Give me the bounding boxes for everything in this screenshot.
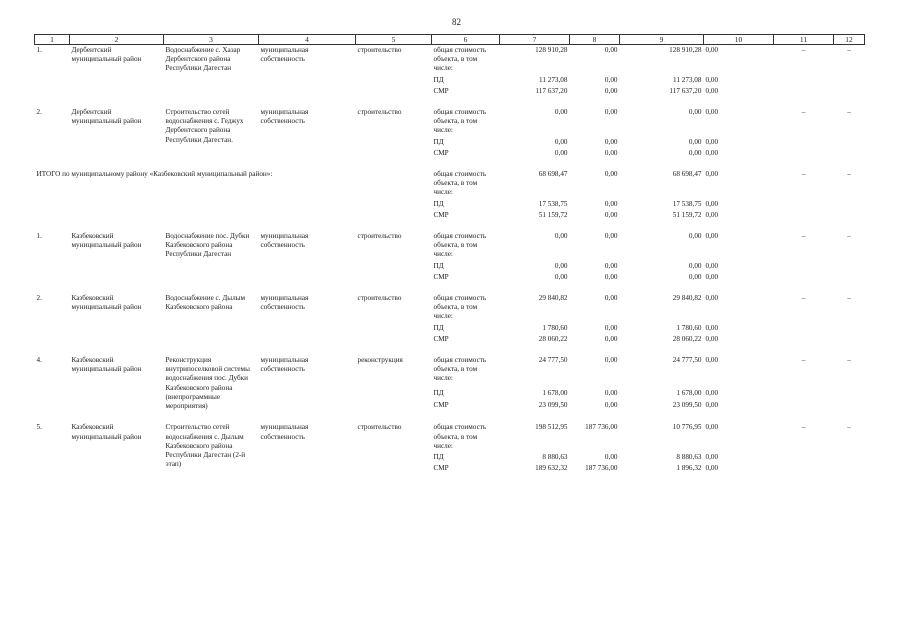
col12-value: – [847,170,851,179]
table-row [35,422,865,452]
cost-type-label: ПД [433,452,444,461]
group-spacer [35,283,865,293]
cost-type-label: общая стоимость объекта, в том числе: [433,294,487,321]
cost-type-label: ПД [433,323,444,332]
group-spacer [35,345,865,355]
cost-type-label: общая стоимость объекта, в том числе: [433,108,487,135]
district-name: Казбековский муниципальный район [71,294,142,312]
column-header: 5 [356,35,432,45]
row-number: 4. [36,356,42,365]
col12-value [834,148,865,159]
federal-funds-value: 187 736,00 [585,423,618,432]
table-row [35,293,865,323]
col12-value: – [847,46,851,54]
header-row [35,35,865,45]
total-cost-value: 8 880,63 [542,452,568,461]
column-header: 3 [164,35,259,45]
work-type: строительство [357,423,402,432]
total-cost-value: 0,00 [554,261,568,270]
federal-funds-value: 0,00 [604,108,618,117]
work-type: реконструкция [357,356,403,365]
federal-funds-value: 0,00 [604,170,618,179]
total-cost-value: 24 777,50 [538,356,568,365]
col11-value [774,388,834,400]
total-cost-value: 0,00 [554,272,568,281]
federal-funds-value: 0,00 [604,323,618,332]
other-funds-value: 0,00 [705,356,719,365]
total-cost-value: 28 060,22 [538,334,568,343]
col11-value: – [801,108,806,117]
col11-value: – [801,170,806,179]
ownership-type: муниципальная собственность [260,356,309,374]
col11-value: – [801,46,806,54]
table-row [35,355,865,388]
regional-funds-value: 0,00 [688,232,702,241]
spacer-cell [35,159,865,169]
total-cost-value: 0,00 [554,108,568,117]
regional-funds-value: 11 273,08 [673,75,702,84]
cost-type-label: общая стоимость объекта, в том числе: [433,232,487,259]
federal-funds-value: 0,00 [604,75,618,84]
total-cost-value: 1 780,60 [542,323,568,332]
col12-value: – [847,108,851,117]
col12-value [834,388,865,400]
group-spacer [35,412,865,422]
spacer-cell [35,412,865,422]
col12-value [834,199,865,210]
cost-type-label: ПД [433,199,444,208]
column-header: 4 [259,35,356,45]
object-name: Водоснабжение с. Дылым Казбековского района [165,294,246,312]
other-funds-value: 0,00 [705,388,719,397]
regional-funds-value: 10 776,95 [672,423,702,432]
object-name: Реконструкция внутрипоселковой системы водоснабжения пос. Дубки Казбековского района (внепрограммные мероприятия) [165,356,250,411]
table-row [35,107,865,137]
table-row [35,231,865,261]
work-type: строительство [357,232,402,241]
regional-funds-value: 1 780,60 [676,323,702,332]
object-name: Водоснабжение с. Хазар Дербентского района Республики Дагестан [165,46,241,73]
investment-table [34,34,865,484]
spacer-cell [35,97,865,107]
object-name: Строительство сетей водоснабжения с. Дылым Казбековского района Республики Дагестан (2-й этап) [165,423,246,469]
district-name: Казбековский муниципальный район [71,232,142,250]
col11-value [774,463,834,474]
col12-value [834,452,865,463]
regional-funds-value: 28 060,22 [672,334,702,343]
col11-value [774,334,834,345]
total-cost-value: 51 159,72 [538,210,568,219]
cost-type-label: общая стоимость объекта, в том числе: [433,46,487,73]
cost-type-label: СМР [433,86,449,95]
district-name: Дербентский муниципальный район [71,108,142,126]
cost-type-label: СМР [433,210,449,219]
total-cost-value: 198 512,95 [535,423,568,432]
column-header: 11 [774,35,834,45]
ownership-type: муниципальная собственность [260,108,309,126]
total-cost-value: 0,00 [554,148,568,157]
other-funds-value: 0,00 [705,272,719,281]
regional-funds-value: 29 840,82 [672,294,702,303]
federal-funds-value: 187 736,00 [585,464,618,473]
other-funds-value: 0,00 [705,210,719,219]
column-header: 1 [35,35,70,45]
col11-value [774,199,834,210]
regional-funds-value: 0,00 [688,148,702,157]
col11-value: – [801,356,806,365]
column-header: 7 [500,35,570,45]
total-label: ИТОГО по муниципальному району «Казбековский муниципальный район»: [36,170,273,179]
spacer-cell [35,474,865,484]
object-name: Водоснабжение пос. Дубки Казбековского района Республики Дагестан [165,232,250,259]
table-body [35,45,865,485]
other-funds-value: 0,00 [705,170,719,179]
column-header: 8 [570,35,620,45]
total-cost-value: 128 910,28 [535,46,568,54]
other-funds-value: 0,00 [705,261,719,270]
col11-value [774,261,834,272]
work-type: строительство [357,108,402,117]
column-header: 6 [432,35,500,45]
ownership-type: муниципальная собственность [260,46,309,64]
total-cost-value: 0,00 [554,137,568,146]
federal-funds-value: 0,00 [604,272,618,281]
regional-funds-value: 17 538,75 [672,199,702,208]
spacer-cell [35,345,865,355]
col12-value: – [847,356,851,365]
regional-funds-value: 8 880,63 [676,452,702,461]
col12-value: – [847,423,851,432]
other-funds-value: 0,00 [705,148,719,157]
regional-funds-value: 1 896,32 [676,464,702,473]
regional-funds-value: 0,00 [688,108,702,117]
col12-value [834,463,865,474]
col11-value [774,148,834,159]
col12-value [834,334,865,345]
row-number: 2. [36,294,42,303]
table-row [35,45,865,75]
other-funds-value: 0,00 [705,137,719,146]
federal-funds-value: 0,00 [604,388,618,397]
other-funds-value: 0,00 [705,400,719,409]
federal-funds-value: 0,00 [604,137,618,146]
total-cost-value: 117 637,20 [535,86,568,95]
federal-funds-value: 0,00 [604,356,618,365]
federal-funds-value: 0,00 [604,452,618,461]
regional-funds-value: 68 698,47 [672,170,702,179]
cost-type-label: ПД [433,75,444,84]
col12-value [834,272,865,283]
col11-value [774,452,834,463]
total-cost-value: 0,00 [554,232,568,241]
col11-value: – [801,294,806,303]
regional-funds-value: 1 678,00 [676,388,702,397]
col11-value [774,400,834,412]
other-funds-value: 0,00 [705,199,719,208]
regional-funds-value: 23 099,50 [672,400,702,409]
district-name: Казбековский муниципальный район [71,423,142,441]
cost-type-label: общая стоимость объекта, в том числе: [433,170,487,197]
federal-funds-value: 0,00 [604,334,618,343]
cost-type-label: общая стоимость объекта, в том числе: [433,356,487,383]
other-funds-value: 0,00 [705,232,719,241]
other-funds-value: 0,00 [705,452,719,461]
other-funds-value: 0,00 [705,464,719,473]
col12-value [834,261,865,272]
total-cost-value: 1 678,00 [542,388,568,397]
col11-value [774,210,834,221]
cost-type-label: ПД [433,137,444,146]
federal-funds-value: 0,00 [604,294,618,303]
ownership-type: муниципальная собственность [260,232,309,250]
group-spacer [35,159,865,169]
col12-value: – [847,232,851,241]
other-funds-value: 0,00 [705,423,719,432]
col12-value: – [847,294,851,303]
col11-value [774,272,834,283]
other-funds-value: 0,00 [705,86,719,95]
cost-type-label: СМР [433,464,449,473]
column-header: 10 [704,35,774,45]
work-type: строительство [357,294,402,303]
federal-funds-value: 0,00 [604,199,618,208]
federal-funds-value: 0,00 [604,400,618,409]
federal-funds-value: 0,00 [604,210,618,219]
cost-type-label: ПД [433,261,444,270]
cost-type-label: СМР [433,148,449,157]
federal-funds-value: 0,00 [604,148,618,157]
regional-funds-value: 51 159,72 [672,210,702,219]
district-name: Дербентский муниципальный район [71,46,142,64]
total-cost-value: 189 632,32 [535,464,568,473]
federal-funds-value: 0,00 [604,232,618,241]
district-name: Казбековский муниципальный район [71,356,142,374]
other-funds-value: 0,00 [705,46,719,54]
col12-value [834,400,865,412]
ownership-type: муниципальная собственность [260,294,309,312]
col12-value [834,75,865,86]
col11-value: – [801,232,806,241]
column-header: 2 [70,35,164,45]
work-type: строительство [357,46,402,54]
other-funds-value: 0,00 [705,108,719,117]
regional-funds-value: 0,00 [688,137,702,146]
other-funds-value: 0,00 [705,75,719,84]
regional-funds-value: 128 910,28 [669,46,702,54]
cost-type-label: СМР [433,272,449,281]
col11-value [774,137,834,148]
cost-type-label: СМР [433,400,449,409]
regional-funds-value: 0,00 [688,261,702,270]
total-cost-value: 11 273,08 [539,75,568,84]
cost-type-label: СМР [433,334,449,343]
regional-funds-value: 117 637,20 [669,86,702,95]
total-cost-value: 23 099,50 [538,400,568,409]
regional-funds-value: 24 777,50 [672,356,702,365]
total-cost-value: 17 538,75 [538,199,568,208]
col12-value [834,323,865,334]
total-cost-value: 29 840,82 [538,294,568,303]
spacer-cell [35,221,865,231]
page-number: 82 [452,17,461,27]
group-spacer [35,474,865,484]
column-header: 12 [834,35,865,45]
ownership-type: муниципальная собственность [260,423,309,441]
row-number: 1. [36,46,42,54]
row-number: 5. [36,423,42,432]
row-number: 1. [36,232,42,241]
federal-funds-value: 0,00 [604,86,618,95]
col12-value [834,210,865,221]
col11-value [774,86,834,97]
col11-value: – [801,423,806,432]
federal-funds-value: 0,00 [604,46,618,54]
spacer-cell [35,283,865,293]
column-header: 9 [620,35,704,45]
row-number: 2. [36,108,42,117]
object-name: Строительство сетей водоснабжения с. Геджух Дербентского района Республики Дагестан. [165,108,244,144]
group-spacer [35,221,865,231]
col12-value [834,137,865,148]
total-row [35,169,865,199]
other-funds-value: 0,00 [705,294,719,303]
col12-value [834,86,865,97]
total-cost-value: 68 698,47 [538,170,568,179]
federal-funds-value: 0,00 [604,261,618,270]
group-spacer [35,97,865,107]
cost-type-label: общая стоимость объекта, в том числе: [433,423,487,450]
col11-value [774,75,834,86]
other-funds-value: 0,00 [705,334,719,343]
col11-value [774,323,834,334]
regional-funds-value: 0,00 [688,272,702,281]
other-funds-value: 0,00 [705,323,719,332]
cost-type-label: ПД [433,388,444,397]
